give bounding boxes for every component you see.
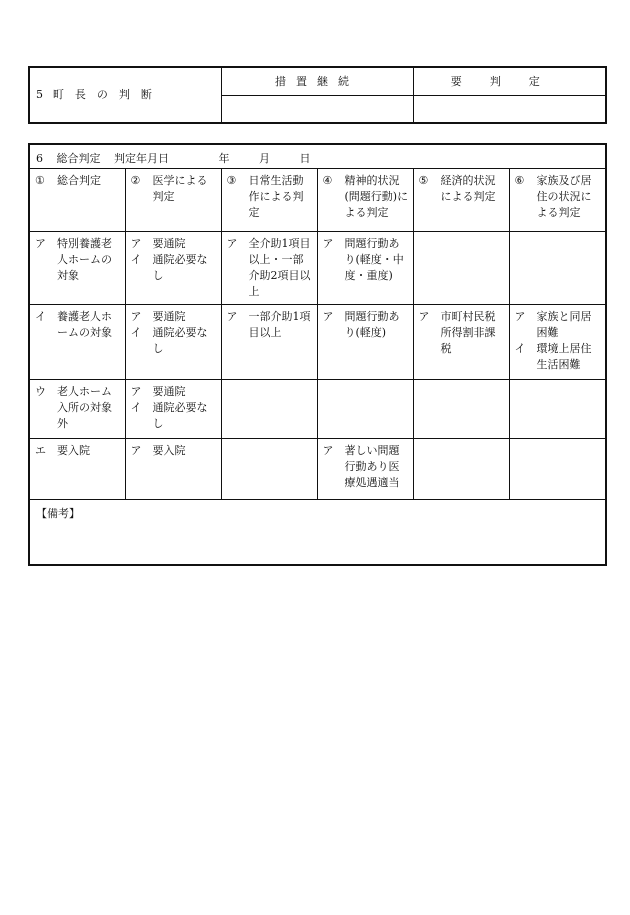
column-number: ①: [35, 174, 45, 187]
option-text: 全介助1項目以上・一部介助2項目以上: [248, 237, 311, 298]
option-text: 通院必要なし: [152, 252, 208, 282]
adl-judgement-cell[interactable]: [221, 304, 317, 379]
option-text: 老人ホーム入所の対象外: [57, 384, 112, 430]
option-mark: ア: [322, 309, 334, 323]
family-judgement-cell[interactable]: [509, 438, 606, 499]
judgement-required-header: 要判定: [413, 67, 606, 96]
medical-judgement-cell[interactable]: [125, 304, 221, 379]
column-header: [29, 169, 125, 232]
judgement-required-field[interactable]: [413, 96, 606, 124]
column-header: [125, 169, 221, 232]
column-header: [509, 169, 606, 232]
option-text: 要入院: [57, 443, 90, 457]
option-mark: イ: [130, 400, 142, 414]
section-title: 町長の判断: [52, 88, 163, 102]
column-number: ⑥: [514, 174, 525, 187]
option-mark: ア: [322, 237, 334, 250]
economic-judgement-cell[interactable]: [413, 304, 509, 379]
column-header: [413, 169, 509, 232]
option-item[interactable]: [131, 443, 217, 459]
overall-judgement-cell[interactable]: [29, 232, 125, 305]
option-item[interactable]: [227, 309, 313, 341]
option-item[interactable]: [227, 236, 313, 300]
remarks-field[interactable]: [29, 499, 606, 565]
section-number: 5: [36, 88, 44, 102]
option-text: 問題行動あり(軽度・中度・重度): [344, 237, 404, 282]
day-label: 日: [299, 152, 311, 166]
mental-judgement-cell[interactable]: [317, 232, 413, 305]
option-text: 家族と同居困難: [536, 309, 592, 339]
column-number: ④: [322, 174, 333, 187]
column-number: ⑤: [418, 174, 429, 187]
option-text: 要入院: [152, 443, 186, 457]
column-header-label: 精神的状況(問題行動)による判定: [344, 174, 409, 219]
option-item[interactable]: [131, 252, 217, 284]
remarks-label: 【備考】: [36, 506, 80, 520]
column-header: [317, 169, 413, 232]
option-text: 通院必要なし: [152, 325, 208, 355]
economic-judgement-cell[interactable]: [413, 232, 509, 305]
column-header-label: 総合判定: [57, 174, 101, 187]
option-item[interactable]: [419, 309, 505, 357]
option-item[interactable]: [131, 325, 217, 357]
option-text: 問題行動あり(軽度): [344, 309, 400, 339]
option-mark: ア: [322, 443, 334, 457]
month-label: 月: [259, 152, 270, 166]
option-item[interactable]: [323, 236, 409, 284]
option-item[interactable]: [515, 309, 602, 341]
overall-judgement-cell[interactable]: [29, 304, 125, 379]
option-mark: ア: [130, 384, 142, 398]
overall-judgement-cell[interactable]: [29, 379, 125, 438]
medical-judgement-cell[interactable]: [125, 438, 221, 499]
option-mark: ア: [226, 309, 238, 323]
option-text: 著しい問題行動あり医療処遇適当: [344, 443, 400, 489]
overall-judgement-cell[interactable]: [29, 438, 125, 499]
adl-judgement-cell[interactable]: [221, 438, 317, 499]
option-text: 環境上居住生活困難: [536, 341, 592, 371]
judgement-date-label: 判定年月日: [114, 152, 169, 166]
option-item[interactable]: [131, 309, 217, 325]
option-mark: ア: [35, 237, 46, 250]
column-header-label: 日常生活動作による判定: [248, 174, 304, 219]
mental-judgement-cell[interactable]: [317, 304, 413, 379]
option-text: 要通院: [152, 309, 186, 323]
option-item[interactable]: [515, 341, 602, 373]
adl-judgement-cell[interactable]: [221, 232, 317, 305]
option-item[interactable]: [131, 384, 217, 400]
column-header-label: 経済的状況による判定: [440, 174, 496, 203]
year-label: 年: [218, 152, 230, 166]
option-mark: ア: [514, 309, 526, 323]
column-header-label: 家族及び居住の状況による判定: [536, 174, 592, 219]
column-number: ③: [226, 174, 237, 187]
column-header-label: 医学による判定: [152, 174, 208, 203]
economic-judgement-cell[interactable]: [413, 438, 509, 499]
measure-continue-header: 措置継続: [221, 67, 413, 96]
column-number: ②: [130, 174, 141, 187]
option-mark: ウ: [35, 384, 46, 398]
column-header: [221, 169, 317, 232]
mayor-judgement-label: [29, 67, 221, 123]
option-mark: ア: [418, 309, 430, 323]
option-text: 要通院: [152, 384, 186, 398]
option-mark: イ: [35, 309, 46, 323]
option-mark: エ: [35, 443, 46, 457]
option-text: 特別養護老人ホームの対象: [57, 237, 112, 282]
adl-judgement-cell[interactable]: [221, 379, 317, 438]
option-text: 養護老人ホームの対象: [57, 309, 112, 339]
option-item[interactable]: [131, 236, 217, 252]
mental-judgement-cell[interactable]: [317, 379, 413, 438]
option-mark: ア: [130, 309, 142, 323]
option-item[interactable]: [323, 309, 409, 341]
mayor-judgement-table: [28, 66, 607, 124]
option-item[interactable]: [323, 443, 409, 491]
option-text: 一部介助1項目以上: [248, 309, 311, 339]
option-mark: ア: [130, 237, 142, 250]
option-text: 市町村民税所得割非課税: [440, 309, 496, 355]
option-text: 通院必要なし: [152, 400, 208, 430]
family-judgement-cell[interactable]: [509, 304, 606, 379]
mental-judgement-cell[interactable]: [317, 438, 413, 499]
option-mark: ア: [130, 443, 142, 457]
medical-judgement-cell[interactable]: [125, 379, 221, 438]
option-mark: イ: [514, 341, 526, 355]
option-mark: ア: [226, 237, 238, 250]
overall-judgement-title-row: [29, 144, 606, 169]
option-text: 要通院: [152, 237, 186, 250]
section-number: 6: [36, 152, 43, 166]
economic-judgement-cell[interactable]: [413, 379, 509, 438]
option-mark: イ: [130, 325, 142, 339]
family-judgement-cell[interactable]: [509, 379, 606, 438]
option-item[interactable]: [131, 400, 217, 432]
section-title: 総合判定: [56, 152, 101, 166]
overall-judgement-table: [28, 143, 607, 566]
medical-judgement-cell[interactable]: [125, 232, 221, 305]
option-mark: イ: [130, 252, 142, 266]
measure-continue-field[interactable]: [221, 96, 413, 124]
family-judgement-cell[interactable]: [509, 232, 606, 305]
